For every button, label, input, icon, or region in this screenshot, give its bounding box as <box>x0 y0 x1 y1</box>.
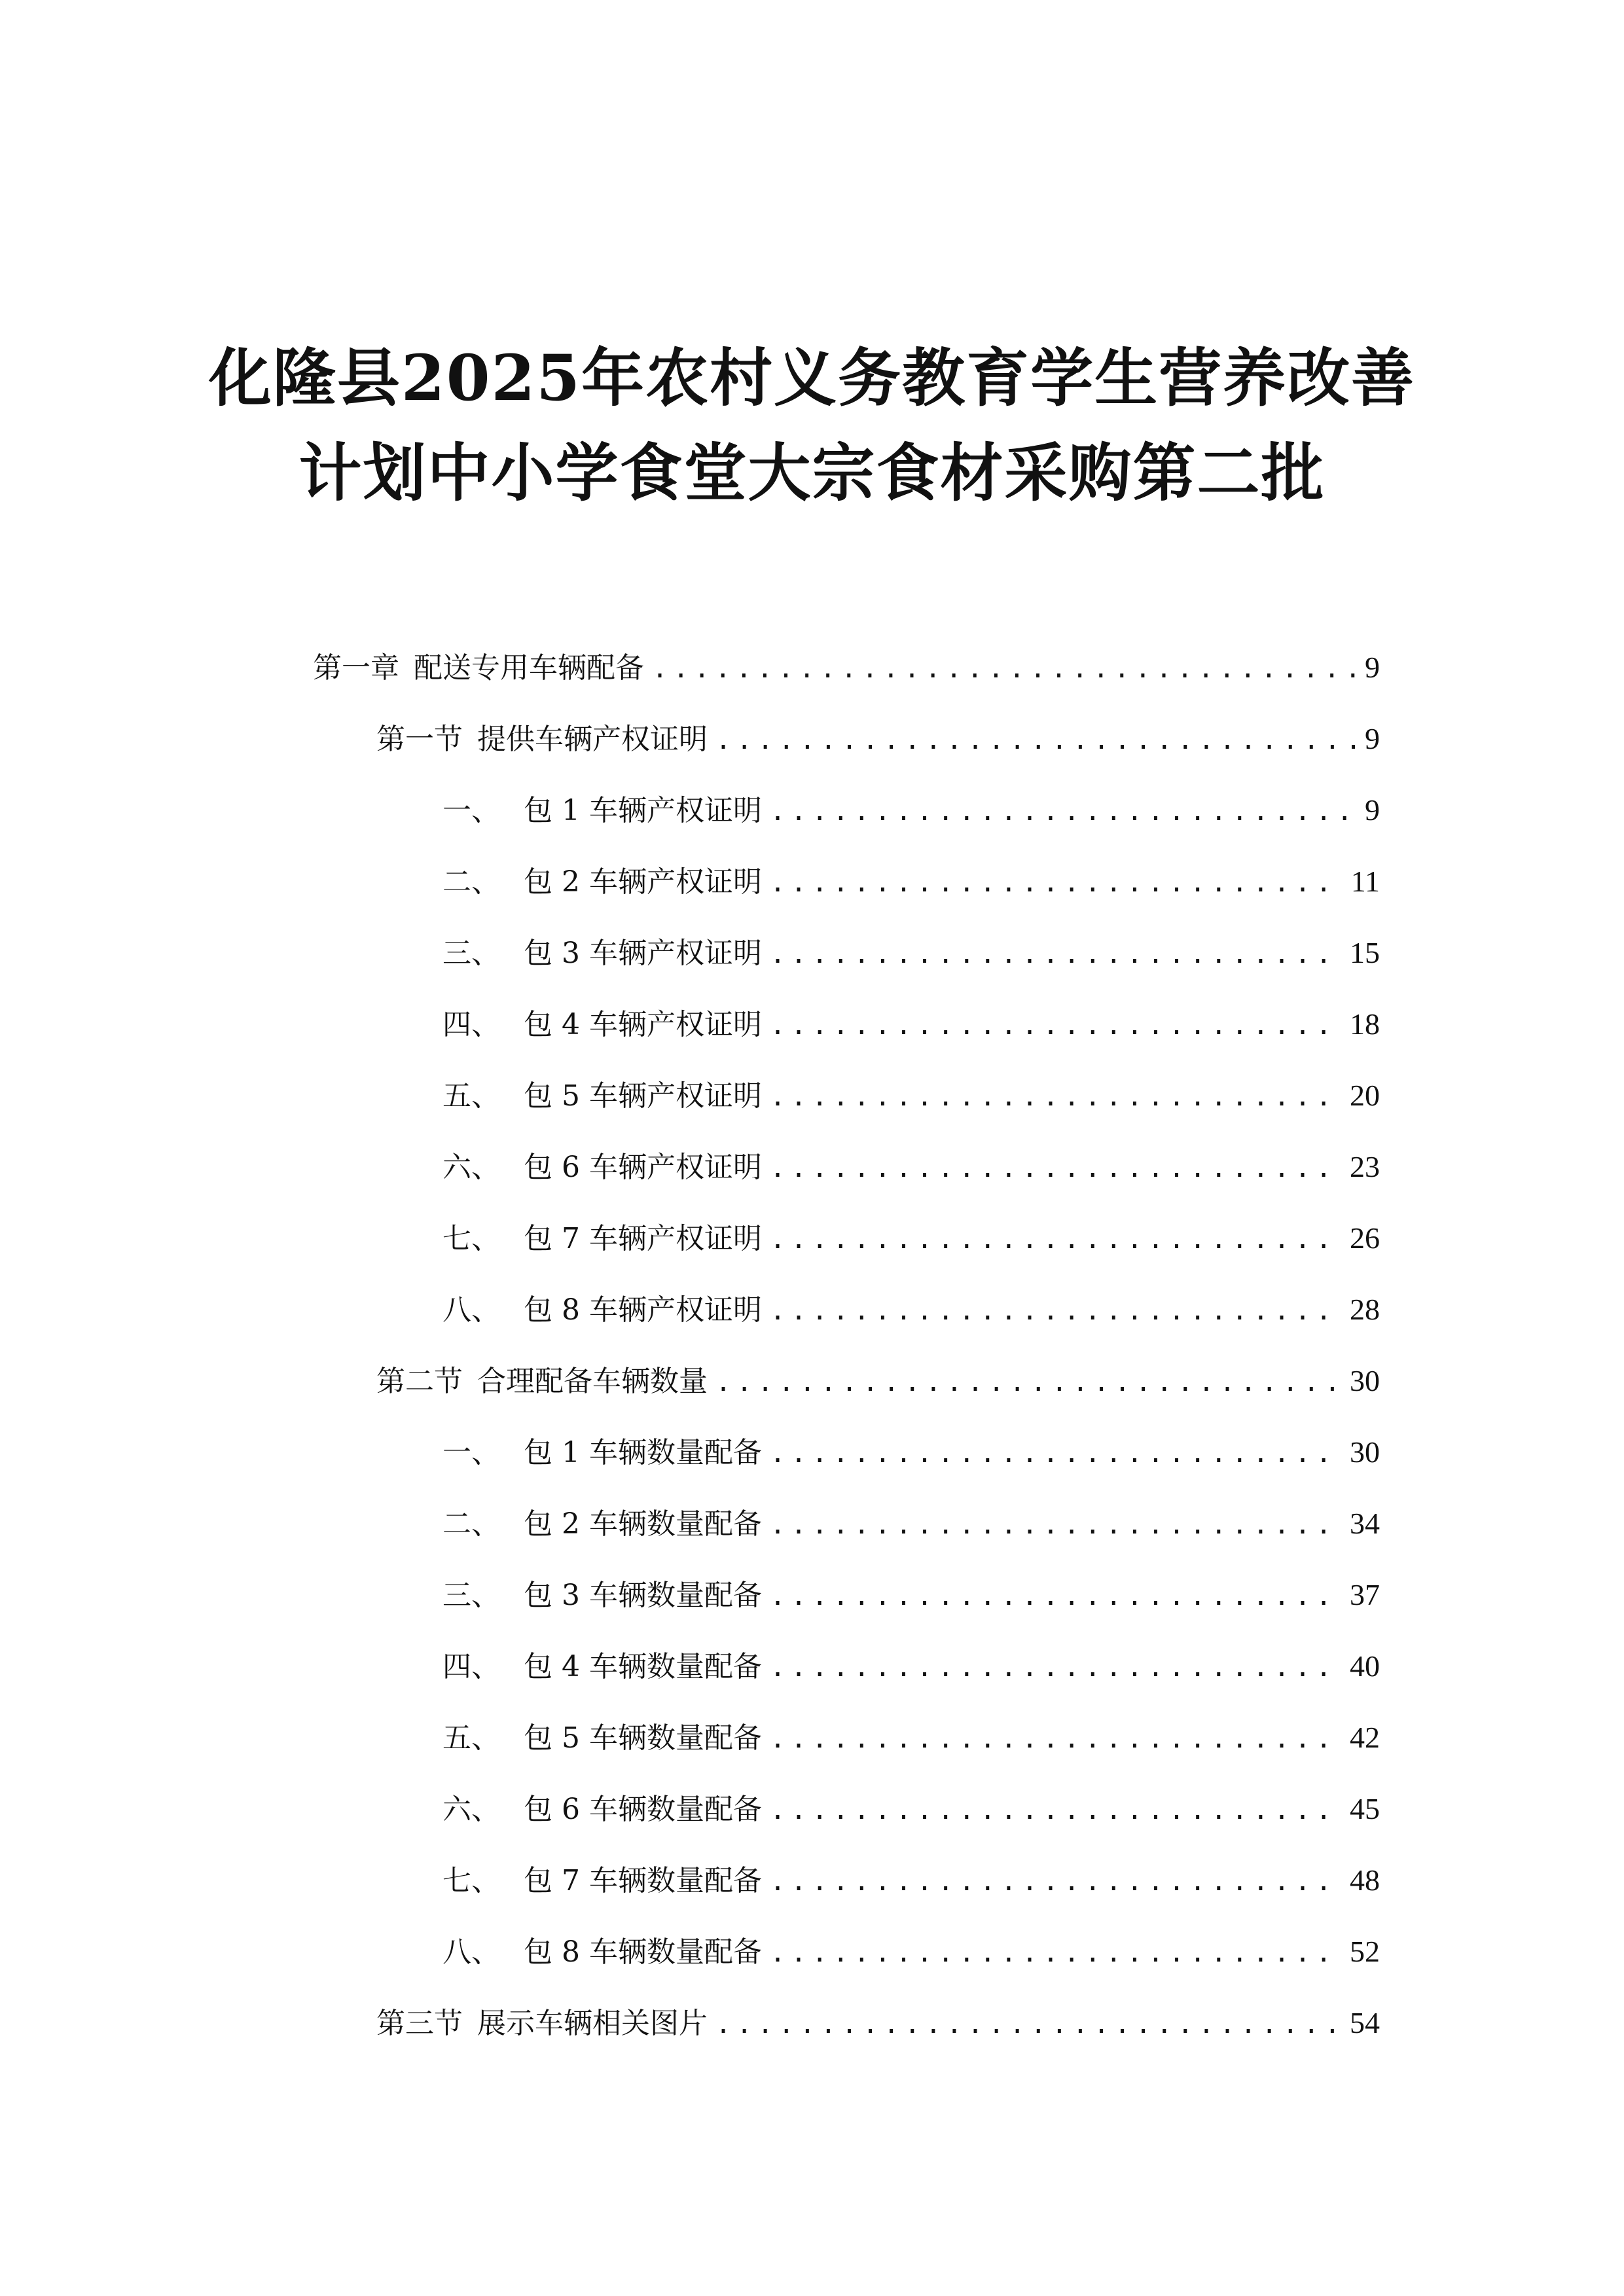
toc-page-number: 9 <box>1365 722 1380 755</box>
toc-entry-text: 包 3 车辆数量配备 <box>524 1579 762 1612</box>
toc-leader-dots <box>770 1716 1341 1762</box>
toc-entry-label <box>442 1430 762 1476</box>
toc-entry-label <box>442 1858 762 1904</box>
toc-entry[interactable] <box>442 1429 1380 1475</box>
toc-entry[interactable] <box>442 1287 1380 1333</box>
toc-page-number: 54 <box>1350 2006 1380 2039</box>
toc-entry-number: 四、 <box>442 1650 500 1683</box>
toc-leader-dots <box>770 1003 1341 1049</box>
toc-page-number: 9 <box>1365 651 1380 684</box>
toc-entry-label <box>442 1073 762 1119</box>
document-title-line-1: 化隆县2025年农村义务教育学生营养改善 <box>208 341 1416 415</box>
toc-page-number: 52 <box>1350 1935 1380 1968</box>
toc-page-number: 20 <box>1350 1079 1380 1112</box>
toc-leader-dots <box>715 1359 1341 1405</box>
toc-entry[interactable] <box>442 1929 1380 1975</box>
toc-leader-dots <box>770 931 1341 977</box>
toc-entry[interactable] <box>442 859 1380 905</box>
toc-leader-dots <box>770 1573 1341 1619</box>
toc-entry[interactable] <box>442 1572 1380 1618</box>
toc-entry[interactable] <box>376 716 1380 762</box>
toc-entry-label <box>442 788 762 834</box>
toc-entry[interactable] <box>442 1215 1380 1261</box>
toc-entry-text: 包 7 车辆产权证明 <box>524 1222 762 1255</box>
toc-entry-label <box>442 1501 762 1547</box>
toc-page-number: 42 <box>1350 1721 1380 1754</box>
toc-entry-text: 包 4 车辆产权证明 <box>524 1008 762 1041</box>
toc-page-number: 40 <box>1350 1649 1380 1683</box>
toc-entry-number: 第二节 <box>376 1365 463 1398</box>
toc-entry-number: 一、 <box>442 1436 500 1469</box>
toc-entry-number: 八、 <box>442 1293 500 1327</box>
toc-entry-text: 包 5 车辆数量配备 <box>524 1721 762 1755</box>
toc-entry-text: 提供车辆产权证明 <box>477 723 708 756</box>
toc-page-number: 9 <box>1365 793 1380 827</box>
toc-entry[interactable] <box>442 1501 1380 1547</box>
toc-entry-text: 包 1 车辆产权证明 <box>524 794 762 827</box>
toc-entry-text: 包 4 车辆数量配备 <box>524 1650 762 1683</box>
toc-page-number: 30 <box>1350 1364 1380 1397</box>
toc-entry-label <box>376 717 708 762</box>
toc-leader-dots <box>770 860 1342 906</box>
toc-entry[interactable] <box>442 1643 1380 1689</box>
toc-entry-text: 包 6 车辆产权证明 <box>524 1151 762 1184</box>
toc-entry-label <box>442 1787 762 1833</box>
toc-page-number: 30 <box>1350 1435 1380 1469</box>
toc-leader-dots <box>652 646 1356 692</box>
toc-entry[interactable] <box>376 1358 1380 1404</box>
toc-entry-text: 包 7 车辆数量配备 <box>524 1864 762 1897</box>
toc-entry-number: 三、 <box>442 937 500 970</box>
toc-entry[interactable] <box>442 930 1380 976</box>
toc-page-number: 11 <box>1350 865 1380 898</box>
toc-page-number: 37 <box>1350 1578 1380 1611</box>
toc-entry-number: 六、 <box>442 1151 500 1184</box>
toc-entry-number: 二、 <box>442 1507 500 1541</box>
toc-entry-number: 第三节 <box>376 2007 463 2040</box>
toc-entry-number: 三、 <box>442 1579 500 1612</box>
toc-page-number: 28 <box>1350 1293 1380 1326</box>
toc-leader-dots <box>770 1787 1341 1833</box>
toc-entry-label <box>442 859 762 905</box>
toc-leader-dots <box>770 1502 1341 1548</box>
toc-entry-label <box>442 1644 762 1690</box>
toc-entry-label <box>442 1002 762 1048</box>
toc-leader-dots <box>715 717 1356 763</box>
toc-entry-number: 二、 <box>442 865 500 899</box>
toc-entry-text: 包 1 车辆数量配备 <box>524 1436 762 1469</box>
document-title-line-2: 计划中小学食堂大宗食材采购第二批 <box>298 436 1326 510</box>
toc-entry-text: 包 8 车辆数量配备 <box>524 1935 762 1969</box>
toc-entry[interactable] <box>442 1144 1380 1190</box>
toc-entry[interactable] <box>442 787 1380 833</box>
toc-entry-label <box>442 1929 762 1975</box>
toc-entry-number: 五、 <box>442 1721 500 1755</box>
toc-entry-label <box>442 1145 762 1191</box>
toc-leader-dots <box>770 1074 1341 1120</box>
toc-entry-text: 包 3 车辆产权证明 <box>524 937 762 970</box>
toc-entry-text: 包 6 车辆数量配备 <box>524 1793 762 1826</box>
toc-leader-dots <box>770 789 1356 834</box>
toc-entry[interactable] <box>442 1001 1380 1047</box>
toc-page-number: 34 <box>1350 1507 1380 1540</box>
toc-entry-number: 五、 <box>442 1079 500 1113</box>
toc-leader-dots <box>715 2001 1341 2047</box>
toc-entry[interactable] <box>442 1857 1380 1903</box>
toc-entry-label <box>442 1573 762 1619</box>
toc-entry-number: 七、 <box>442 1864 500 1897</box>
toc-entry-label <box>442 1287 762 1333</box>
toc-leader-dots <box>770 1645 1341 1691</box>
toc-entry-text: 合理配备车辆数量 <box>477 1365 708 1398</box>
toc-entry-number: 四、 <box>442 1008 500 1041</box>
document-title <box>0 331 1624 520</box>
toc-entry-number: 第一章 <box>313 651 399 685</box>
toc-entry-number: 一、 <box>442 794 500 827</box>
toc-entry-number: 六、 <box>442 1793 500 1826</box>
toc-entry-number: 八、 <box>442 1935 500 1969</box>
toc-leader-dots <box>770 1217 1341 1263</box>
toc-entry-label <box>376 1359 708 1405</box>
toc-entry[interactable] <box>376 2000 1380 2046</box>
toc-entry[interactable] <box>442 1786 1380 1832</box>
toc-leader-dots <box>770 1288 1341 1334</box>
toc-leader-dots <box>770 1431 1341 1477</box>
toc-entry-text: 包 8 车辆产权证明 <box>524 1293 762 1327</box>
toc-entry-label <box>442 931 762 977</box>
toc-leader-dots <box>770 1145 1341 1191</box>
toc-leader-dots <box>770 1930 1341 1976</box>
toc-page-number: 15 <box>1350 936 1380 969</box>
toc-entry-text: 配送专用车辆配备 <box>414 651 644 685</box>
toc-page-number: 23 <box>1350 1150 1380 1183</box>
toc-entry-label <box>313 645 644 691</box>
toc-entry-label <box>376 2001 708 2047</box>
toc-page-number: 45 <box>1350 1792 1380 1825</box>
toc-page-number: 18 <box>1350 1007 1380 1041</box>
toc-leader-dots <box>770 1859 1341 1905</box>
toc-page-number: 48 <box>1350 1863 1380 1897</box>
toc-entry-number: 第一节 <box>376 723 463 756</box>
toc-page-number: 26 <box>1350 1221 1380 1255</box>
toc-entry-text: 包 2 车辆数量配备 <box>524 1507 762 1541</box>
toc-entry-text: 包 5 车辆产权证明 <box>524 1079 762 1113</box>
toc-entry-number: 七、 <box>442 1222 500 1255</box>
toc-entry-label <box>442 1715 762 1761</box>
toc-entry-text: 包 2 车辆产权证明 <box>524 865 762 899</box>
toc-entry-text: 展示车辆相关图片 <box>477 2007 708 2040</box>
toc-entry[interactable] <box>442 1073 1380 1119</box>
toc-entry[interactable] <box>442 1715 1380 1761</box>
toc-entry[interactable] <box>313 645 1380 691</box>
toc-entry-label <box>442 1216 762 1262</box>
